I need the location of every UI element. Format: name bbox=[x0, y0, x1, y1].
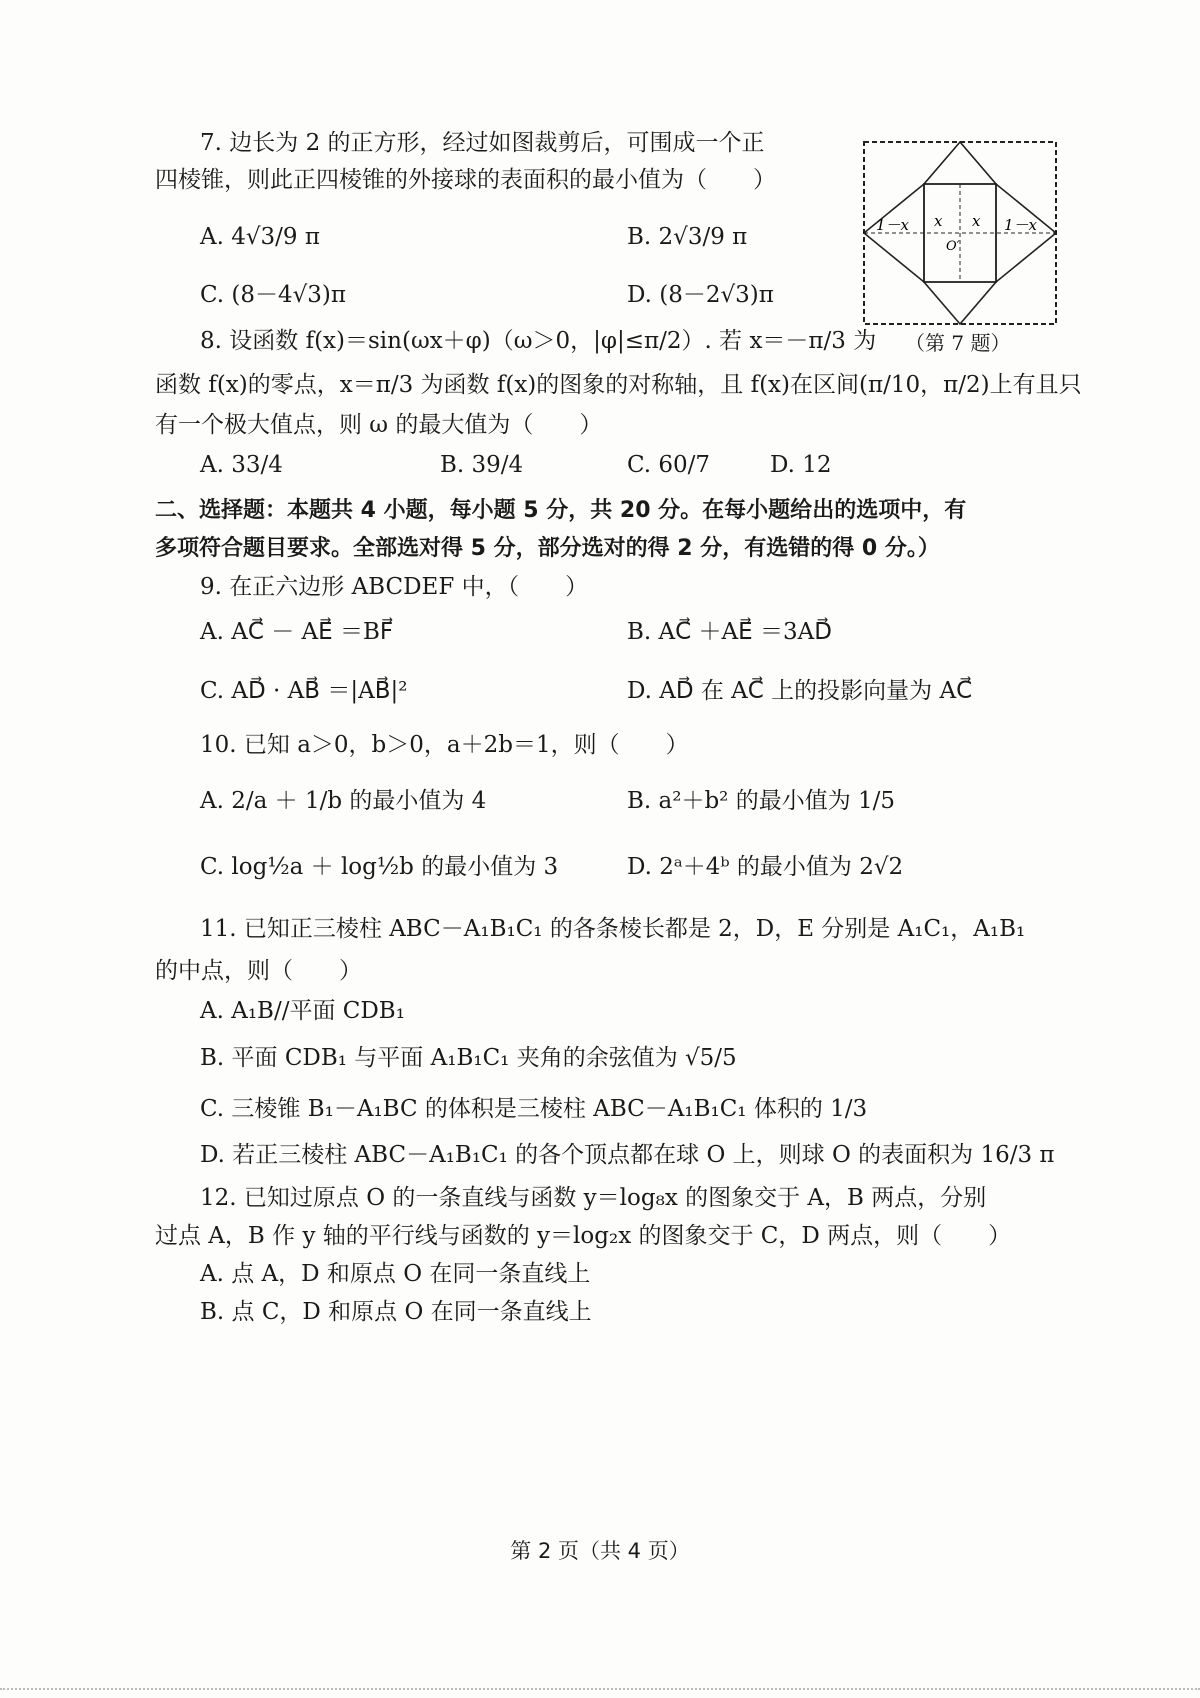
q8-option-a: A. 33/4 bbox=[200, 452, 283, 478]
q8-option-d: D. 12 bbox=[770, 452, 832, 478]
q7-option-a: A. 4√3/9 π bbox=[200, 224, 320, 250]
q8-option-b: B. 39/4 bbox=[440, 452, 524, 478]
q8-option-c: C. 60/7 bbox=[627, 452, 711, 478]
q11-option-a: A. A₁B//平面 CDB₁ bbox=[200, 998, 405, 1024]
bottom-triangle bbox=[924, 282, 996, 324]
q9-option-c: C. AD⃗ · AB⃗ ＝|AB⃗|² bbox=[200, 678, 408, 704]
page-footer: 第 2 页（共 4 页） bbox=[510, 1539, 690, 1563]
q12-line2: 过点 A，B 作 y 轴的平行线与函数的 y＝log₂x 的图象交于 C，D 两点，则（ ） bbox=[155, 1223, 1012, 1249]
label-left: 1－x bbox=[876, 216, 910, 234]
q7-figure-caption: （第 7 题） bbox=[905, 331, 1011, 355]
q11-line1: 11. 已知正三棱柱 ABC－A₁B₁C₁ 的各条棱长都是 2，D，E 分别是 A₁C₁，A₁B₁ bbox=[200, 916, 1026, 942]
label-center-o: O′ bbox=[946, 239, 960, 254]
q9-option-d: D. AD⃗ 在 AC⃗ 上的投影向量为 AC⃗ bbox=[627, 678, 973, 704]
q8-line1: 8. 设函数 f(x)＝sin(ωx＋φ)（ω＞0，|φ|≤π/2）. 若 x＝－π/3 为 bbox=[200, 328, 877, 354]
q8-line3: 有一个极大值点，则 ω 的最大值为（ ） bbox=[155, 412, 603, 438]
q11-option-d: D. 若正三棱柱 ABC－A₁B₁C₁ 的各个顶点都在球 O 上，则球 O 的表面积为 16/3 π bbox=[200, 1142, 1055, 1168]
q9-stem: 9. 在正六边形 ABCDEF 中，（ ） bbox=[200, 574, 589, 600]
label-right: 1－x bbox=[1004, 216, 1038, 234]
q7-stem-line1: 7. 边长为 2 的正方形，经过如图裁剪后，可围成一个正 bbox=[200, 130, 765, 156]
q12-line1: 12. 已知过原点 O 的一条直线与函数 y＝log₈x 的图象交于 A，B 两点，分别 bbox=[200, 1185, 987, 1211]
q10-stem: 10. 已知 a＞0，b＞0，a＋2b＝1，则（ ） bbox=[200, 732, 689, 758]
q7-stem-line2: 四棱锥，则此正四棱锥的外接球的表面积的最小值为（ ） bbox=[155, 167, 776, 193]
label-x-left: x bbox=[934, 212, 943, 230]
q10-option-d: D. 2ᵃ＋4ᵇ 的最小值为 2√2 bbox=[627, 854, 904, 880]
q9-option-a: A. AC⃗ － AE⃗ ＝BF⃗ bbox=[200, 619, 394, 645]
q10-option-c: C. log½a ＋ log½b 的最小值为 3 bbox=[200, 854, 559, 880]
q12-option-a: A. 点 A，D 和原点 O 在同一条直线上 bbox=[200, 1261, 591, 1287]
q10-option-a: A. 2/a ＋ 1/b 的最小值为 4 bbox=[200, 788, 487, 814]
q11-line2: 的中点，则（ ） bbox=[155, 958, 362, 984]
q10-option-b: B. a²＋b² 的最小值为 1/5 bbox=[627, 788, 896, 814]
top-triangle bbox=[924, 142, 996, 184]
q11-option-b: B. 平面 CDB₁ 与平面 A₁B₁C₁ 夹角的余弦值为 √5/5 bbox=[200, 1045, 737, 1071]
q9-option-b: B. AC⃗ ＋AE⃗ ＝3AD⃗ bbox=[627, 619, 832, 645]
label-x-right: x bbox=[972, 212, 981, 230]
section2-heading-line1: 二、选择题：本题共 4 小题，每小题 5 分，共 20 分。在每小题给出的选项中，有 bbox=[155, 498, 967, 523]
q7-option-b: B. 2√3/9 π bbox=[627, 224, 748, 250]
section2-heading-line2: 多项符合题目要求。全部选对得 5 分，部分选对的得 2 分，有选错的得 0 分。） bbox=[155, 536, 940, 561]
q11-option-c: C. 三棱锥 B₁－A₁BC 的体积是三棱柱 ABC－A₁B₁C₁ 体积的 1/3 bbox=[200, 1096, 868, 1122]
q7-option-c: C. (8－4√3)π bbox=[200, 282, 347, 308]
q7-option-d: D. (8－2√3)π bbox=[627, 282, 774, 308]
q12-option-b: B. 点 C，D 和原点 O 在同一条直线上 bbox=[200, 1299, 592, 1325]
scan-edge-divider bbox=[0, 1688, 1200, 1696]
q7-figure bbox=[862, 140, 1058, 326]
q8-line2: 函数 f(x)的零点，x＝π/3 为函数 f(x)的图象的对称轴，且 f(x)在区间(π/10，π/2)上有且只 bbox=[155, 372, 1082, 398]
